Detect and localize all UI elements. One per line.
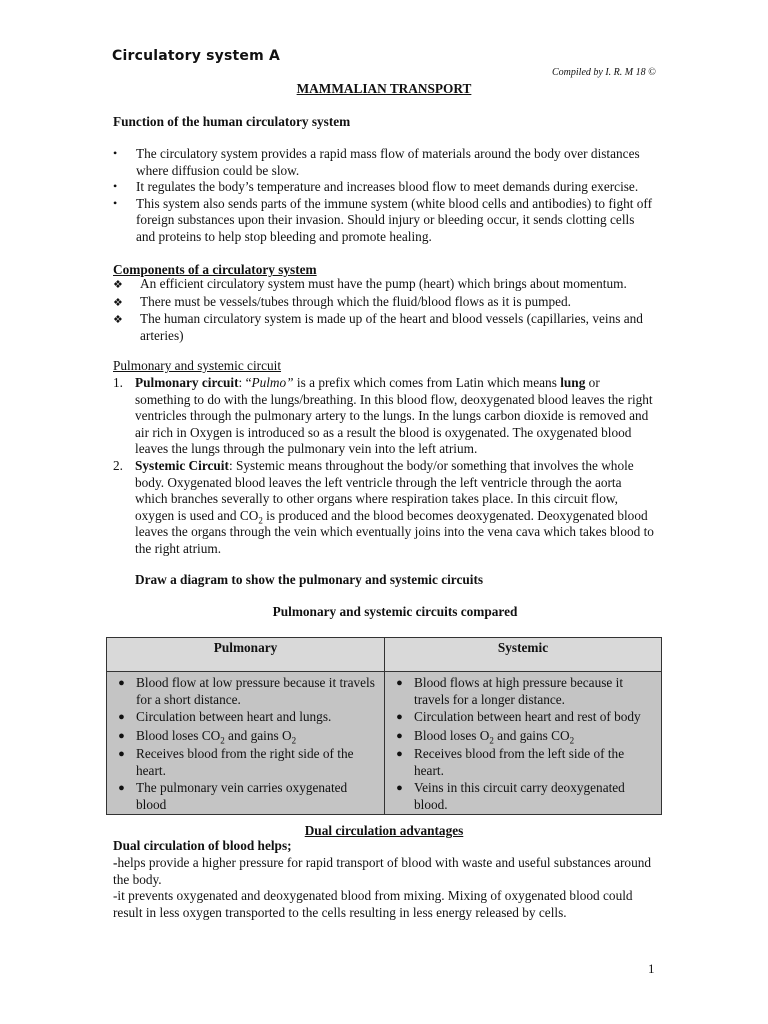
- compiled-by-note: Compiled by I. R. M 18 ©: [552, 67, 656, 78]
- comparison-table: [106, 637, 662, 815]
- circuits-heading: Pulmonary and systemic circuit: [113, 358, 282, 373]
- diamond-bullet-icon: ❖: [113, 296, 123, 309]
- diagram-prompt: Draw a diagram to show the pulmonary and systemic circuits: [135, 572, 484, 587]
- main-title: MAMMALIAN TRANSPORT: [296, 81, 472, 96]
- list-item: ● Blood loses $O_2$ and gains $CO_2$: [385, 727, 661, 745]
- list-item: ❖ The human circulatory system is made up of the heart and blood vessels (capillaries, veins and arteries): [113, 311, 643, 343]
- list-item: ● Blood flow at low pressure because it travels for a short distance.: [107, 674, 384, 708]
- components-list: [113, 276, 653, 344]
- list-item: ❖ An efficient circulatory system must have the pump (heart) which brings about momentum.: [113, 276, 653, 294]
- bullet-icon: •: [113, 146, 118, 160]
- column-header-systemic: Systemic: [385, 638, 662, 672]
- bullet-icon: •: [113, 195, 118, 210]
- list-item: 1. Pulmonary circuit: “Pulmo” is a prefix which comes from Latin which means lung or something to do with the lungs/breathing. In this blood flow, deoxygenated blood leaves the right ventricles through the pulmonary artery to the lungs. In the lungs carbon dioxide is removed and air rich in Oxygen is introduced so as a result the blood is oxygenated. The oxygenated blood leaves the lungs through the pulmonary vein into the left atrium.: [113, 375, 653, 457]
- bullet-icon: ●: [118, 729, 125, 742]
- diamond-bullet-icon: ❖: [113, 279, 123, 291]
- list-item: ● Blood loses $CO_2$ and gains $O_2$: [107, 727, 384, 745]
- dual-circulation-title: Dual circulation advantages: [304, 823, 464, 838]
- bullet-icon: ●: [396, 711, 403, 724]
- bullet-icon: •: [113, 179, 118, 194]
- systemic-circuit-label: Systemic Circuit: [135, 457, 229, 473]
- systemic-cell: [385, 672, 662, 815]
- bullet-icon: ●: [118, 782, 125, 795]
- list-item: • This system also sends parts of the immune system (white blood cells and antibodies) to fight off foreign substances upon their invasion. Should injury or bleeding occur, it sends clotting cells and proteins to help stop bleeding and promote healing.: [113, 195, 653, 244]
- bullet-icon: ●: [118, 677, 125, 689]
- list-item: • It regulates the body’s temperature and increases blood flow to meet demands during exercise.: [113, 179, 639, 195]
- list-item: ● Blood flows at high pressure because it travels for a longer distance.: [385, 674, 661, 708]
- paragraph: -it prevents oxygenated and deoxygenated blood from mixing. Mixing of oxygenated blood could result in less oxygen transported to the cells resulting in less energy released by cells.: [113, 888, 633, 920]
- circuits-numbered-list: [113, 375, 655, 558]
- function-bullet-list: [113, 146, 653, 246]
- diamond-bullet-icon: ❖: [113, 314, 123, 327]
- bullet-icon: ●: [396, 782, 403, 795]
- list-item: ● The pulmonary vein carries oxygenated blood: [107, 779, 384, 813]
- dual-circulation-body: [113, 855, 658, 921]
- bullet-icon: ●: [118, 747, 125, 760]
- paragraph: -helps provide a higher pressure for rapid transport of blood with waste and useful substances around the body.: [113, 855, 652, 887]
- dual-circulation-heading: Dual circulation of blood helps;: [113, 838, 292, 853]
- list-item: ● Circulation between heart and lungs.: [107, 708, 384, 726]
- bullet-icon: ●: [118, 711, 125, 724]
- function-heading: Function of the human circulatory system: [113, 114, 351, 129]
- bullet-icon: ●: [396, 729, 403, 742]
- bullet-icon: ●: [396, 747, 403, 760]
- list-item: ● Circulation between heart and rest of body: [385, 708, 661, 726]
- page-number: 1: [648, 961, 655, 976]
- pulmonary-circuit-label: Pulmonary circuit: [135, 375, 239, 390]
- list-item: ❖ There must be vessels/tubes through which the fluid/blood flows as it is pumped.: [113, 294, 653, 312]
- list-item: 2. Systemic Circuit: Systemic means throughout the body/or something that involves the whole body. Oxygenated blood leaves the left ventricle through the left ventricle through the aorta which branches severally to other organs where respiration takes place. In this circuit flow, oxygen is used and $CO_2$ is produced and the blood becomes deoxygenated. Deoxygenated blood leaves the organs through the vein which eventually joins into the vena cava which takes blood to the right atrium.: [113, 457, 654, 556]
- column-header-pulmonary: Pulmonary: [107, 638, 385, 672]
- components-heading: Components of a circulatory system: [113, 262, 317, 277]
- document-header-title: Circulatory system A: [112, 48, 280, 64]
- list-item: ● Receives blood from the right side of the heart.: [107, 745, 384, 779]
- table-header-row: [107, 638, 662, 672]
- list-item: ● Receives blood from the left side of the heart.: [385, 745, 661, 779]
- pulmonary-cell: [107, 672, 385, 815]
- comparison-title: Pulmonary and systemic circuits compared: [272, 604, 518, 619]
- list-item: • The circulatory system provides a rapid mass flow of materials around the body over distances where diffusion could be slow.: [113, 146, 640, 178]
- list-item: ● Veins in this circuit carry deoxygenated blood.: [385, 779, 661, 813]
- table-row: [107, 672, 662, 815]
- bullet-icon: ●: [396, 677, 403, 689]
